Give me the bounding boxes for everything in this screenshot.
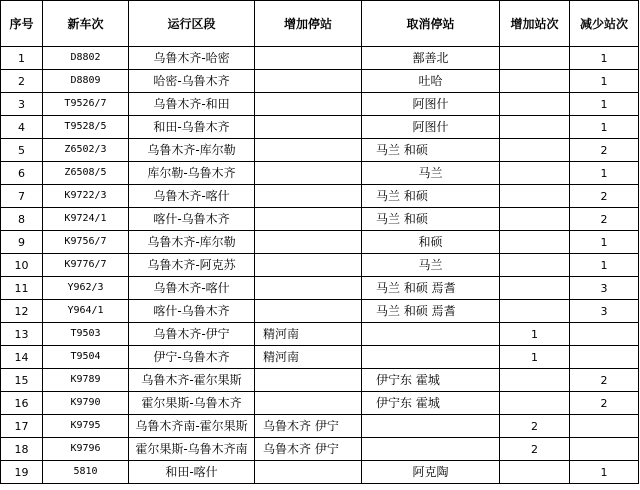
cell-add-count — [500, 300, 570, 323]
cell-cancel-stops: 伊宁东 霍城 — [362, 369, 500, 392]
cell-no: 7 — [1, 185, 43, 208]
cell-cancel-stops: 阿图什 — [362, 93, 500, 116]
table-row — [1, 70, 639, 93]
cell-train: Y962/3 — [43, 277, 129, 300]
cell-reduce-count: 2 — [570, 392, 639, 415]
cell-train: K9795 — [43, 415, 129, 438]
cell-no: 5 — [1, 139, 43, 162]
cell-train: T9503 — [43, 323, 129, 346]
cell-cancel-stops: 马兰 和硕 — [362, 139, 500, 162]
cell-no: 16 — [1, 392, 43, 415]
cell-no: 13 — [1, 323, 43, 346]
cell-route: 乌鲁木齐-库尔勒 — [129, 139, 255, 162]
cell-cancel-stops: 马兰 — [362, 254, 500, 277]
cell-train: T9504 — [43, 346, 129, 369]
cell-route: 乌鲁木齐-库尔勒 — [129, 231, 255, 254]
cell-reduce-count — [570, 323, 639, 346]
cell-train: D8802 — [43, 47, 129, 70]
header-route: 运行区段 — [129, 1, 255, 47]
cell-route: 霍尔果斯-乌鲁木齐南 — [129, 438, 255, 461]
cell-add-stops — [255, 392, 362, 415]
cell-add-stops — [255, 162, 362, 185]
cell-add-stops: 精河南 — [255, 323, 362, 346]
cell-train: K9776/7 — [43, 254, 129, 277]
cell-cancel-stops: 吐哈 — [362, 70, 500, 93]
cell-reduce-count: 3 — [570, 277, 639, 300]
cell-cancel-stops — [362, 346, 500, 369]
cell-train: T9526/7 — [43, 93, 129, 116]
cell-route: 库尔勒-乌鲁木齐 — [129, 162, 255, 185]
cell-train: K9756/7 — [43, 231, 129, 254]
cell-cancel-stops: 阿克陶 — [362, 461, 500, 484]
cell-no: 12 — [1, 300, 43, 323]
cell-add-stops — [255, 461, 362, 484]
cell-cancel-stops — [362, 438, 500, 461]
cell-route: 霍尔果斯-乌鲁木齐 — [129, 392, 255, 415]
cell-add-stops — [255, 93, 362, 116]
cell-cancel-stops: 和硕 — [362, 231, 500, 254]
cell-add-count — [500, 162, 570, 185]
cell-add-count — [500, 208, 570, 231]
header-add-stops: 增加停站 — [255, 1, 362, 47]
table-row — [1, 185, 639, 208]
cell-add-count — [500, 70, 570, 93]
header-row — [1, 1, 639, 47]
cell-add-stops — [255, 231, 362, 254]
header-no: 序号 — [1, 1, 43, 47]
cell-reduce-count: 1 — [570, 162, 639, 185]
table-row — [1, 346, 639, 369]
cell-route: 喀什-乌鲁木齐 — [129, 300, 255, 323]
cell-route: 乌鲁木齐-阿克苏 — [129, 254, 255, 277]
header-add-count: 增加站次 — [500, 1, 570, 47]
header-train: 新车次 — [43, 1, 129, 47]
cell-reduce-count: 3 — [570, 300, 639, 323]
cell-add-stops — [255, 277, 362, 300]
cell-add-count — [500, 93, 570, 116]
cell-add-count — [500, 254, 570, 277]
cell-cancel-stops: 马兰 和硕 焉耆 — [362, 277, 500, 300]
cell-route: 乌鲁木齐-喀什 — [129, 185, 255, 208]
cell-cancel-stops — [362, 415, 500, 438]
cell-cancel-stops: 马兰 和硕 焉耆 — [362, 300, 500, 323]
cell-no: 2 — [1, 70, 43, 93]
cell-reduce-count — [570, 415, 639, 438]
cell-reduce-count — [570, 346, 639, 369]
cell-no: 11 — [1, 277, 43, 300]
cell-route: 乌鲁木齐南-霍尔果斯 — [129, 415, 255, 438]
cell-add-count — [500, 139, 570, 162]
cell-train: K9796 — [43, 438, 129, 461]
table-row — [1, 93, 639, 116]
cell-add-stops — [255, 254, 362, 277]
cell-reduce-count: 1 — [570, 116, 639, 139]
cell-train: K9722/3 — [43, 185, 129, 208]
cell-no: 14 — [1, 346, 43, 369]
cell-no: 6 — [1, 162, 43, 185]
cell-route: 乌鲁木齐-霍尔果斯 — [129, 369, 255, 392]
cell-add-count — [500, 47, 570, 70]
cell-cancel-stops: 马兰 和硕 — [362, 185, 500, 208]
cell-add-stops — [255, 300, 362, 323]
cell-train: K9789 — [43, 369, 129, 392]
cell-route: 乌鲁木齐-和田 — [129, 93, 255, 116]
header-reduce-count: 减少站次 — [570, 1, 639, 47]
cell-add-stops — [255, 139, 362, 162]
cell-reduce-count: 2 — [570, 139, 639, 162]
cell-add-count — [500, 392, 570, 415]
table-row — [1, 277, 639, 300]
cell-add-count — [500, 277, 570, 300]
cell-route: 乌鲁木齐-伊宁 — [129, 323, 255, 346]
cell-route: 和田-乌鲁木齐 — [129, 116, 255, 139]
cell-train: Z6508/5 — [43, 162, 129, 185]
cell-cancel-stops: 鄯善北 — [362, 47, 500, 70]
table-row — [1, 438, 639, 461]
cell-no: 4 — [1, 116, 43, 139]
table-row — [1, 208, 639, 231]
header-cancel-stops: 取消停站 — [362, 1, 500, 47]
cell-route: 哈密-乌鲁木齐 — [129, 70, 255, 93]
cell-route: 乌鲁木齐-哈密 — [129, 47, 255, 70]
cell-no: 10 — [1, 254, 43, 277]
table-row — [1, 139, 639, 162]
cell-add-stops — [255, 47, 362, 70]
cell-no: 9 — [1, 231, 43, 254]
cell-route: 伊宁-乌鲁木齐 — [129, 346, 255, 369]
cell-route: 乌鲁木齐-喀什 — [129, 277, 255, 300]
cell-no: 18 — [1, 438, 43, 461]
cell-route: 喀什-乌鲁木齐 — [129, 208, 255, 231]
cell-add-count: 1 — [500, 323, 570, 346]
cell-reduce-count: 2 — [570, 185, 639, 208]
table-row — [1, 300, 639, 323]
cell-cancel-stops — [362, 323, 500, 346]
cell-no: 1 — [1, 47, 43, 70]
cell-train: Y964/1 — [43, 300, 129, 323]
cell-train: T9528/5 — [43, 116, 129, 139]
cell-add-count — [500, 185, 570, 208]
cell-cancel-stops: 伊宁东 霍城 — [362, 392, 500, 415]
cell-train: K9724/1 — [43, 208, 129, 231]
cell-reduce-count: 2 — [570, 208, 639, 231]
table-row — [1, 415, 639, 438]
table-row — [1, 47, 639, 70]
cell-no: 3 — [1, 93, 43, 116]
table-row — [1, 392, 639, 415]
cell-reduce-count: 1 — [570, 254, 639, 277]
cell-add-count — [500, 461, 570, 484]
cell-reduce-count: 1 — [570, 47, 639, 70]
cell-add-stops — [255, 185, 362, 208]
cell-train: D8809 — [43, 70, 129, 93]
cell-add-stops — [255, 70, 362, 93]
cell-reduce-count: 1 — [570, 231, 639, 254]
cell-add-count: 1 — [500, 346, 570, 369]
cell-reduce-count: 1 — [570, 70, 639, 93]
cell-add-count — [500, 369, 570, 392]
cell-add-count — [500, 231, 570, 254]
cell-add-stops — [255, 116, 362, 139]
cell-no: 17 — [1, 415, 43, 438]
cell-route: 和田-喀什 — [129, 461, 255, 484]
cell-add-stops: 乌鲁木齐 伊宁 — [255, 438, 362, 461]
cell-no: 15 — [1, 369, 43, 392]
table-row — [1, 254, 639, 277]
table-row — [1, 231, 639, 254]
cell-add-count — [500, 116, 570, 139]
cell-train: K9790 — [43, 392, 129, 415]
cell-reduce-count: 2 — [570, 369, 639, 392]
cell-add-stops: 精河南 — [255, 346, 362, 369]
table-row — [1, 116, 639, 139]
cell-add-stops — [255, 369, 362, 392]
cell-reduce-count: 1 — [570, 461, 639, 484]
cell-no: 8 — [1, 208, 43, 231]
table-row — [1, 369, 639, 392]
cell-add-count: 2 — [500, 438, 570, 461]
cell-train: Z6502/3 — [43, 139, 129, 162]
cell-add-count: 2 — [500, 415, 570, 438]
cell-add-stops — [255, 208, 362, 231]
cell-cancel-stops: 马兰 — [362, 162, 500, 185]
cell-no: 19 — [1, 461, 43, 484]
cell-reduce-count — [570, 438, 639, 461]
cell-add-stops: 乌鲁木齐 伊宁 — [255, 415, 362, 438]
table-row — [1, 461, 639, 484]
cell-cancel-stops: 马兰 和硕 — [362, 208, 500, 231]
table-row — [1, 323, 639, 346]
cell-cancel-stops: 阿图什 — [362, 116, 500, 139]
cell-train: 5810 — [43, 461, 129, 484]
cell-reduce-count: 1 — [570, 93, 639, 116]
table-row — [1, 162, 639, 185]
